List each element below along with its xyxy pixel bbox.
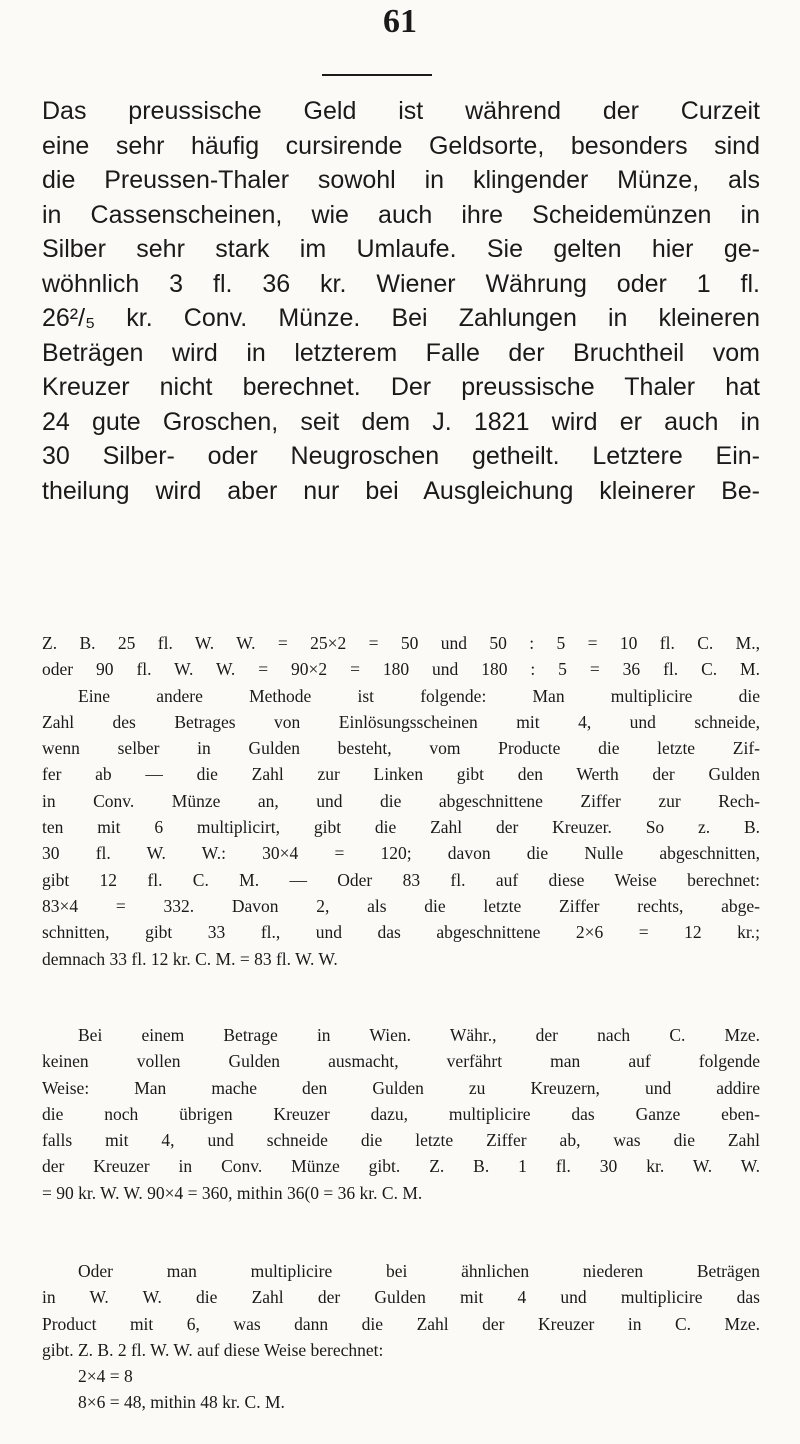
main-text-line: Silber sehr stark im Umlaufe. Sie gelten hier ge- — [42, 235, 760, 263]
footnote-line: Bei einem Betrage in Wien. Währ., der nach C. Mze. — [78, 1025, 760, 1045]
footnote-line: Product mit 6, was dann die Zahl der Kreuzer in C. Mze. — [42, 1313, 760, 1334]
main-text-line: theilung wird aber nur bei Ausgleichung kleinerer Be- — [42, 476, 760, 505]
footnote-paragraph-1 — [42, 630, 760, 972]
footnote-line: der Kreuzer in Conv. Münze gibt. Z. B. 1 fl. 30 kr. W. W. — [42, 1156, 760, 1177]
footnote-line: Z. B. 25 fl. W. W. = 25×2 = 50 und 50 : 5 = 10 fl. C. M., — [42, 633, 760, 653]
footnote-line: gibt 12 fl. C. M. — Oder 83 fl. auf diese Weise berechnet: — [42, 869, 760, 890]
footnote-line: = 90 kr. W. W. 90×4 = 360, mithin 36(0 = 36 kr. C. M. — [42, 1182, 423, 1203]
footnote-line: Eine andere Methode ist folgende: Man multiplicire die — [78, 685, 760, 706]
main-text-line: 24 gute Groschen, seit dem J. 1821 wird er auch in — [42, 407, 760, 436]
main-text-line: Beträgen wird in letzterem Falle der Bruchtheil vom — [42, 338, 760, 367]
footnote-line: fer ab — die Zahl zur Linken gibt den Werth der Gulden — [42, 764, 760, 785]
footnote-paragraph-2 — [42, 1022, 760, 1206]
footnote-line: oder 90 fl. W. W. = 90×2 = 180 und 180 : 5 = 36 fl. C. M. — [42, 659, 760, 680]
main-paragraph — [42, 94, 760, 508]
main-text-line: in Cassenscheinen, wie auch ihre Scheidemünzen in — [42, 200, 760, 229]
header-rule — [322, 74, 432, 76]
calculation-line: 8×6 = 48, mithin 48 kr. C. M. — [78, 1392, 285, 1413]
main-text-line: 26²/₅ kr. Conv. Münze. Bei Zahlungen in kleineren — [42, 304, 760, 332]
main-text-line: eine sehr häufig cursirende Geldsorte, besonders sind — [42, 131, 760, 160]
main-text-line: Kreuzer nicht berechnet. Der preussische Thaler hat — [42, 373, 760, 401]
footnote-line: demnach 33 fl. 12 kr. C. M. = 83 fl. W. W. — [42, 948, 338, 969]
page-number: 61 — [383, 3, 417, 40]
footnote-line: 30 fl. W. W.: 30×4 = 120; davon die Nulle abgeschnitten, — [42, 843, 760, 864]
footnote-line: in W. W. die Zahl der Gulden mit 4 und multiplicire das — [42, 1287, 760, 1308]
footnote-line: Weise: Man mache den Gulden zu Kreuzern, und addire — [42, 1077, 760, 1098]
footnote-line: falls mit 4, und schneide die letzte Ziffer ab, was die Zahl — [42, 1130, 760, 1151]
main-text-line: 30 Silber- oder Neugroschen getheilt. Letztere Ein- — [42, 442, 760, 470]
footnote-paragraph-3 — [42, 1258, 760, 1416]
footnote-line: die noch übrigen Kreuzer dazu, multiplicire das Ganze eben- — [42, 1103, 760, 1124]
main-text-line: Das preussische Geld ist während der Curzeit — [42, 97, 760, 125]
footnote-line: in Conv. Münze an, und die abgeschnittene Ziffer zur Rech- — [42, 790, 760, 811]
footnote-line: Zahl des Betrages von Einlösungsscheinen mit 4, und schneide, — [42, 711, 760, 732]
footnote-line: schnitten, gibt 33 fl., und das abgeschnittene 2×6 = 12 kr.; — [42, 922, 760, 943]
footnote-line: wenn selber in Gulden besteht, vom Producte die letzte Zif- — [42, 738, 760, 759]
footnote-line: ten mit 6 multiplicirt, gibt die Zahl der Kreuzer. So z. B. — [42, 817, 760, 838]
footnote-line: Oder man multiplicire bei ähnlichen niederen Beträgen — [78, 1261, 760, 1281]
calculation-line: 2×4 = 8 — [78, 1366, 133, 1387]
main-text-line: die Preussen-Thaler sowohl in klingender Münze, als — [42, 166, 760, 194]
main-text-line: wöhnlich 3 fl. 36 kr. Wiener Währung oder 1 fl. — [42, 269, 760, 298]
footnote-line: 83×4 = 332. Davon 2, als die letzte Ziffer rechts, abge- — [42, 895, 760, 916]
footnote-line: gibt. Z. B. 2 fl. W. W. auf diese Weise berechnet: — [42, 1339, 384, 1360]
footnote-line: keinen vollen Gulden ausmacht, verfährt man auf folgende — [42, 1051, 760, 1072]
